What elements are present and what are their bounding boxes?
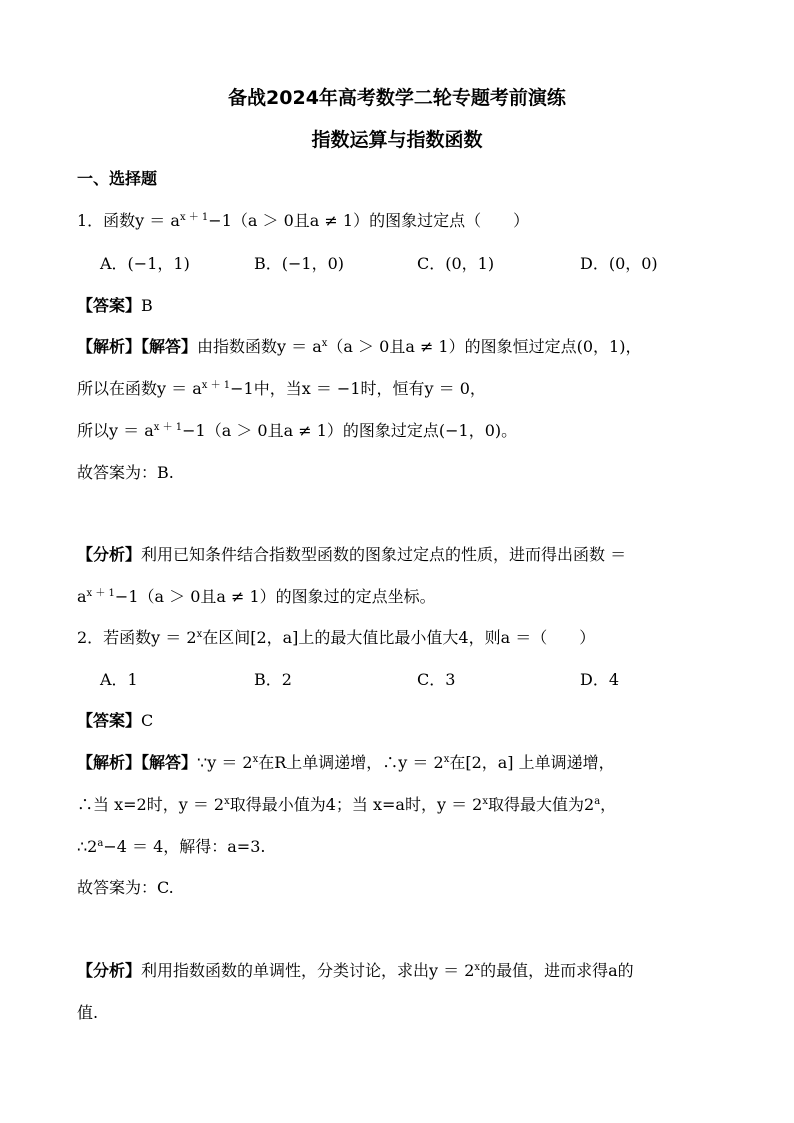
- q2-option-b: B．2: [254, 670, 292, 689]
- q1-option-b: B．(−1，0): [254, 254, 345, 273]
- q2-fenxi-line-1: 【分析】利用指数函数的单调性，分类讨论，求出$y = 2^x$的最值，进而求得a的: [77, 961, 634, 980]
- q1-options: [100, 253, 700, 275]
- q2-analysis-line-2: ∴当 x=2时，$y = 2^x$取得最小值为4；当 x=a时，$y = 2^x$取得最大值为2$^a$，: [77, 795, 617, 814]
- q2-conclusion: 故答案为：C.: [77, 878, 174, 897]
- q2-analysis-line-1: 【解析】【解答】∵y ＝ $2^x$在R上单调递增，∴y ＝ $2^x$在[2，a] 上单调递增，: [77, 753, 615, 772]
- q2-fenxi-line-2: 值.: [77, 1003, 99, 1022]
- document-subtitle: 指数运算与指数函数: [311, 129, 483, 151]
- q1-option-c: C．(0，1): [417, 254, 495, 273]
- section-heading: 一、选择题: [77, 169, 158, 188]
- q2-answer: 【答案】C: [77, 711, 154, 730]
- document-title: 备战2024年高考数学二轮专题考前演练: [228, 87, 566, 109]
- q1-analysis-line-1: 【解析】【解答】由指数函数$y = a^x(a > 0$且a ≠ 1）的图象恒过定点(0，1)，: [77, 337, 642, 356]
- q1-stem: 1．函数$y = a^{x + 1}-1(a > 0$且a ≠ 1）的图象过定点（ ）: [77, 211, 530, 230]
- q2-stem: 2．若函数$y = 2^x$在区间[2，a]上的最大值比最小值大4，则a ＝（ ）: [77, 628, 596, 647]
- q2-analysis-line-3: $\therefore 2^a-4 = 4$，解得：a=3.: [77, 837, 266, 856]
- q1-answer: 【答案】B: [77, 296, 153, 315]
- q1-conclusion: 故答案为：B.: [77, 463, 174, 482]
- q1-fenxi-line-1: 【分析】利用已知条件结合指数型函数的图象过定点的性质，进而得出函数 ＝: [77, 545, 627, 564]
- q2-option-c: C．3: [417, 670, 456, 689]
- q1-option-d: D．(0，0): [580, 254, 658, 273]
- q2-option-a: A．1: [100, 670, 138, 689]
- q1-fenxi-line-2: $a^{x + 1}-1(a > 0$且a ≠ 1）的图象过的定点坐标。: [77, 587, 436, 606]
- q1-option-a: A．(−1，1): [100, 254, 190, 273]
- q2-options: [100, 669, 700, 691]
- q2-option-d: D．4: [580, 670, 620, 689]
- q1-analysis-line-2: 所以在函数$y = a^{x + 1}-1$中，当x ＝ −1时，恒有y ＝ 0，: [77, 379, 486, 398]
- q1-analysis-line-3: 所以$y = a^{x + 1}-1(a > 0$且a ≠ 1）的图象过定点(−1，0)。: [77, 421, 518, 440]
